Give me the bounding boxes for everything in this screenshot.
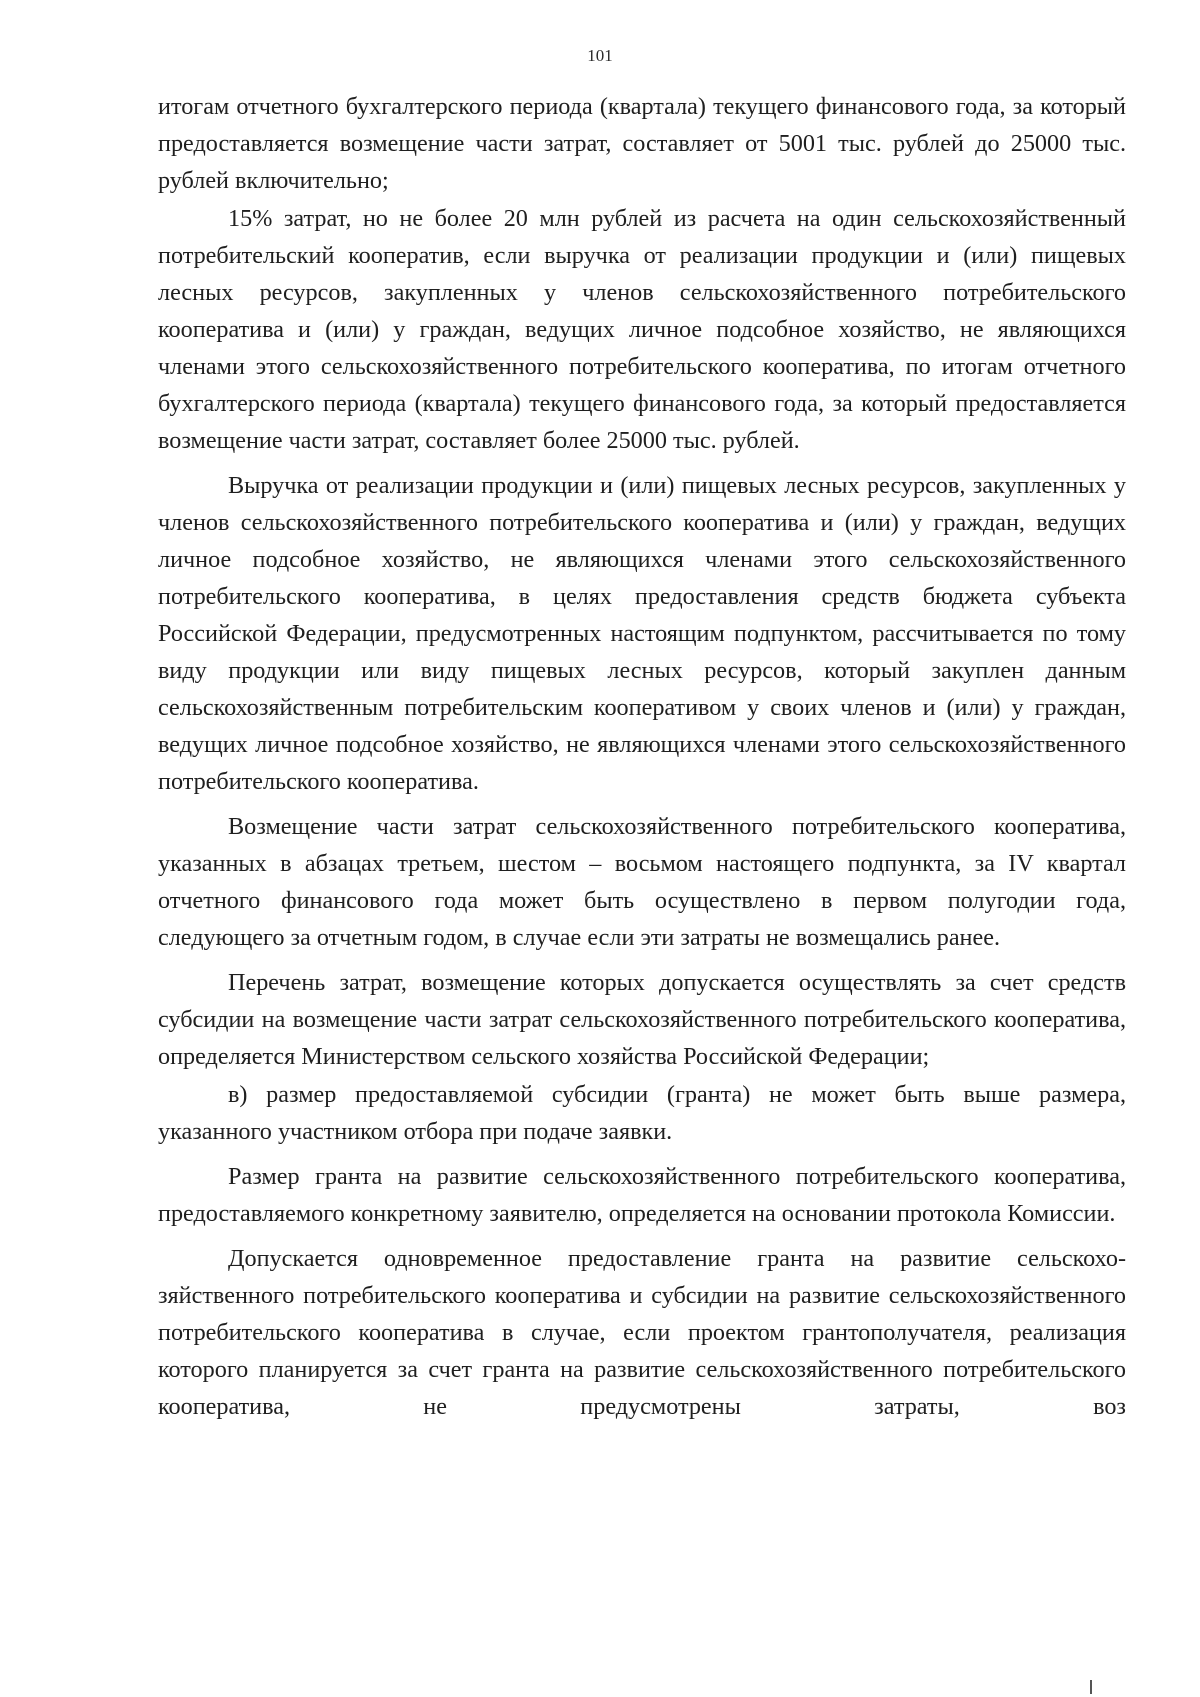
paragraph-cost-list: Перечень затрат, возмещение которых допускается осуществлять за счет средств субсидии на возмещение части затрат сельскохозяйственного потребительского кооператива, определяется Министерством сельского хозяйства Российской Федерации; bbox=[158, 969, 1126, 1070]
scan-artifact-mark bbox=[1090, 1680, 1092, 1694]
page-number: 101 bbox=[587, 46, 613, 65]
paragraph-simultaneous-grant: Допускается одновременное предоставление гранта на развитие сельскохозяйственного потребительского кооператива и субсидии на развитие сельскохозяйственного потребительского кооператива в случае, если проектом грантополучателя, реализация которого планируется за счет гранта на развитие сельскохозяйственного потребительского кооператива, не предусмотрены затраты, воз bbox=[158, 1245, 1126, 1420]
paragraph-grant-size: Размер гранта на развитие сельскохозяйственного потребительского кооператива, предоставляемого конкретному заявителю, определяется на основании протокола Комиссии. bbox=[158, 1163, 1126, 1227]
document-body bbox=[158, 88, 1126, 1425]
paragraph-subsidy-limit: в) размер предоставляемой субсидии (гранта) не может быть выше размера, указанного участником отбора при подаче заявки. bbox=[158, 1081, 1126, 1145]
paragraph-fourth-quarter-reimbursement: Возмещение части затрат сельскохозяйственного потребительского кооператива, указанных в абзацах третьем, шестом – восьмом настоящего подпункта, за IV квартал отчетного финансового года может быть осуществлено в первом полугодии года, следующего за отчетным годом, в случае если эти затраты не возмещались ранее. bbox=[158, 813, 1126, 951]
paragraph-continuation: итогам отчетного бухгалтерского периода (квартала) текущего финансового года, за который предоставляется возмещение части затрат, составляет от 5001 тыс. рублей до 25000 тыс. рублей включительно; bbox=[158, 93, 1126, 194]
paragraph-15-percent-costs: 15% затрат, но не более 20 млн рублей из расчета на один сельскохозяйственный потребительский кооператив, если выручка от реализации продукции и (или) пищевых лесных ресурсов, закупленных у членов сельскохозяйственного потребительского кооператива и (или) у граждан, ведущих личное подсобное хозяйство, не являющихся членами этого сельскохозяйственного потребительского кооператива, по итогам отчетного бухгалтерского периода (квартала) текущего финансового года, за который предоставляется возмещение части затрат, составляет более 25000 тыс. рублей. bbox=[158, 205, 1126, 454]
paragraph-revenue-calculation: Выручка от реализации продукции и (или) пищевых лесных ресурсов, закупленных у членов сельскохозяйственного потребительского кооператива и (или) у граждан, ведущих личное подсобное хозяйство, не являющихся членами этого сельскохозяйственного потребительского кооператива, в целях предоставления средств бюджета субъекта Российской Федерации, предусмотренных настоящим подпунктом, рассчитывается по тому виду продукции или виду пищевых лесных ресурсов, который закуплен данным сельскохозяйственным потребительским кооперативом у своих членов и (или) у граждан, ведущих личное подсобное хозяйство, не являющихся членами этого сельскохозяйственного потребительского кооператива. bbox=[158, 472, 1126, 795]
